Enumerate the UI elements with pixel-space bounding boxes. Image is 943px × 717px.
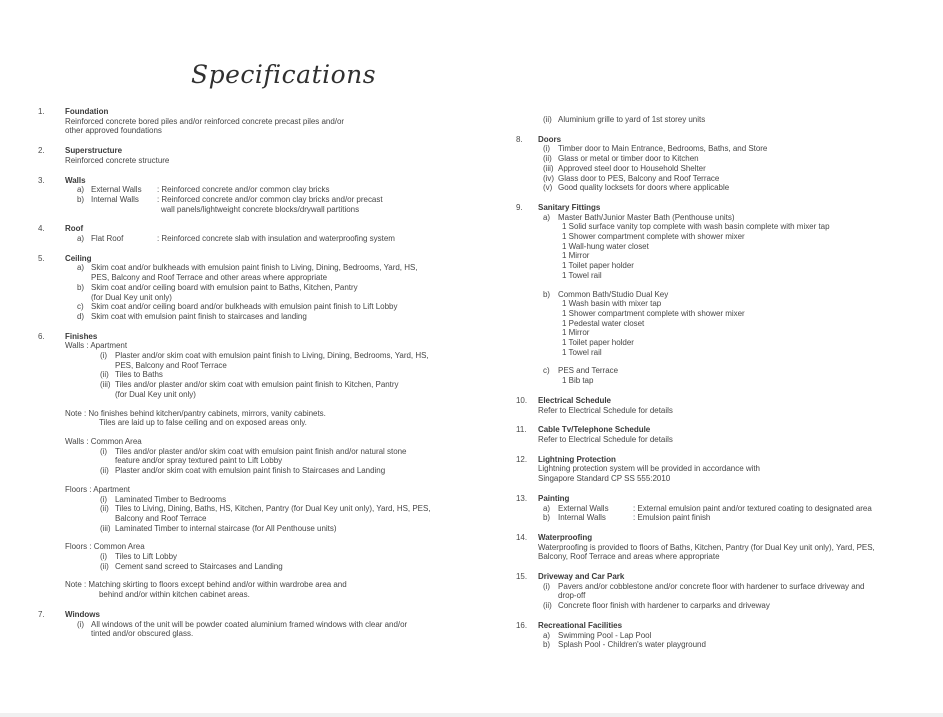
spec-text: 1 Pedestal water closet (562, 318, 645, 328)
spec-text: 1 Wall-hung water closet (562, 241, 649, 251)
section-title: Lightning Protection (538, 454, 616, 464)
section-number: 10. (516, 395, 528, 405)
spec-line (538, 164, 940, 174)
spec-line (538, 271, 940, 281)
list-marker: c) (77, 302, 84, 312)
section-number: 2. (38, 146, 45, 156)
spec-line (538, 543, 940, 553)
spec-section (516, 425, 940, 444)
spec-text: Walls : Apartment (65, 341, 128, 351)
section-number: 13. (516, 493, 528, 503)
spec-line (538, 319, 940, 329)
spec-text: Cement sand screed to Staircases and Landing (115, 561, 283, 571)
spec-text: Refer to Electrical Schedule for details (538, 434, 673, 444)
list-marker: (i) (100, 552, 108, 562)
spec-line (538, 183, 940, 193)
spec-text: Plaster and/or skim coat with emulsion paint finish to Staircases and Landing (115, 466, 386, 476)
spec-text: 1 Towel rail (562, 270, 602, 280)
spec-text: 1 Shower compartment complete with shower mixer (562, 232, 745, 242)
spec-text: PES, Balcony and Roof Terrace and other areas where appropriate (91, 273, 328, 283)
spec-line (538, 504, 940, 514)
list-marker: c) (543, 366, 550, 376)
spec-line (538, 582, 940, 592)
spec-text: other approved foundations (65, 126, 162, 136)
list-marker: b) (543, 513, 551, 523)
spec-text: 1 Toilet paper holder (562, 338, 634, 348)
section-title: Painting (538, 493, 570, 503)
spec-section (38, 254, 472, 322)
spec-section (516, 455, 940, 484)
spec-line (538, 376, 940, 386)
spec-line (65, 466, 472, 476)
list-marker: (ii) (100, 466, 109, 476)
spec-line (65, 524, 472, 534)
scan-edge (0, 713, 943, 717)
spec-line (65, 283, 472, 293)
list-marker: a) (77, 185, 85, 195)
spec-line (538, 328, 940, 338)
spec-text: : External emulsion paint and/or textured coating to designated area (633, 503, 872, 513)
spec-text: Timber door to Main Entrance, Bedrooms, Baths, and Store (558, 144, 768, 154)
spec-text: (for Dual Key unit only) (115, 389, 196, 399)
spec-text: Glass door to PES, Balcony and Roof Terrace (558, 173, 720, 183)
page-title: Specifications (191, 60, 377, 89)
section-title: Cable Tv/Telephone Schedule (538, 425, 651, 435)
list-marker: (ii) (100, 370, 109, 380)
spec-line (65, 156, 472, 166)
spec-section (38, 224, 472, 243)
spec-text: feature and/or spray textured paint to Lift Lobby (115, 456, 283, 466)
spec-text: Refer to Electrical Schedule for details (538, 405, 673, 415)
spec-line (65, 341, 472, 351)
spec-text: wall panels/lightweight concrete blocks/drywall partitions (161, 204, 360, 214)
section-number: 8. (516, 134, 523, 144)
spec-section (38, 176, 472, 215)
spec-text: Concrete floor finish with hardener to carparks and driveway (558, 601, 770, 611)
spec-section (38, 146, 472, 165)
spec-line (538, 174, 940, 184)
section-number (516, 115, 538, 125)
spec-line (65, 185, 472, 195)
spec-text: : Emulsion paint finish (633, 513, 711, 523)
spec-line (538, 290, 940, 300)
spec-text: : Reinforced concrete slab with insulation and waterproofing system (157, 234, 395, 244)
spec-line (538, 631, 940, 641)
spec-section (38, 332, 472, 600)
spec-text: Laminated Timber to internal staircase (for All Penthouse units) (115, 523, 337, 533)
spec-text: Floors : Apartment (65, 484, 130, 494)
list-marker: d) (77, 311, 85, 321)
spec-line (65, 562, 472, 572)
spec-line (538, 406, 940, 416)
spec-line (65, 456, 472, 466)
spec-line (65, 195, 472, 205)
section-title: Finishes (65, 331, 98, 341)
spec-text: Waterproofing is provided to floors of Baths, Kitchen, Pantry (for Dual Key unit only), Yard, PES, (538, 542, 875, 552)
list-marker: a) (543, 630, 551, 640)
spec-line (65, 504, 472, 514)
spec-section (38, 610, 472, 639)
section-title: Driveway and Car Park (538, 572, 625, 582)
list-marker: (iv) (543, 173, 555, 183)
section-title: Superstructure (65, 146, 123, 156)
spec-line (65, 263, 472, 273)
list-marker: b) (77, 194, 85, 204)
spec-text: Walls : Common Area (65, 436, 142, 446)
section-title: Recreational Facilities (538, 620, 623, 630)
spec-text: Tiles to Lift Lobby (115, 552, 178, 562)
spec-line (538, 144, 940, 154)
spec-label: Internal Walls (91, 194, 139, 204)
spec-label: Internal Walls (558, 513, 606, 523)
spec-text: 1 Mirror (562, 328, 590, 338)
spec-line (538, 464, 940, 474)
list-marker: (i) (543, 581, 551, 591)
section-number: 4. (38, 224, 45, 234)
spec-line (65, 447, 472, 457)
section-title: Windows (65, 609, 100, 619)
list-marker: (i) (100, 446, 108, 456)
spec-section (516, 621, 940, 650)
spec-line (538, 640, 940, 650)
spec-text: 1 Shower compartment complete with shower mixer (562, 308, 745, 318)
spec-text: 1 Towel rail (562, 347, 602, 357)
section-number: 5. (38, 253, 45, 263)
list-marker: (ii) (543, 154, 552, 164)
list-marker: (v) (543, 183, 553, 193)
spec-text: 1 Toilet paper holder (562, 261, 634, 271)
spec-line (538, 309, 940, 319)
spec-text: Floors : Common Area (65, 542, 145, 552)
spec-text: Pavers and/or cobblestone and/or concrete floor with hardener to surface driveway and (558, 581, 865, 591)
spec-text: Balcony and Roof Terrace (115, 513, 207, 523)
spec-label: External Walls (558, 503, 609, 513)
spec-text: Reinforced concrete bored piles and/or reinforced concrete precast piles and/or (65, 116, 345, 126)
spec-text: Skim coat and/or ceiling board and/or bulkheads with emulsion paint finish to Lift Lobby (91, 302, 398, 312)
spec-line (538, 154, 940, 164)
spec-line (65, 361, 472, 371)
spec-text: Good quality locksets for doors where applicable (558, 183, 730, 193)
section-number: 12. (516, 454, 528, 464)
spec-line (65, 234, 472, 244)
spec-text: : Reinforced concrete and/or common clay bricks (157, 185, 330, 195)
spec-text: Tiles to Baths (115, 370, 163, 380)
spec-line (538, 222, 940, 232)
spec-line (65, 590, 472, 600)
spec-line (65, 580, 472, 590)
spec-section (516, 115, 940, 125)
spec-line (538, 232, 940, 242)
spec-text: Approved steel door to Household Shelter (558, 163, 706, 173)
spec-text: tinted and/or obscured glass. (91, 629, 194, 639)
section-number: 6. (38, 331, 45, 341)
list-marker: (ii) (100, 561, 109, 571)
list-marker: b) (543, 640, 551, 650)
spec-line (538, 435, 940, 445)
spec-line (538, 251, 940, 261)
section-number: 11. (516, 425, 527, 435)
spec-line (65, 273, 472, 283)
list-marker: (i) (77, 619, 85, 629)
list-marker: b) (77, 282, 85, 292)
spec-text: Master Bath/Junior Master Bath (Penthouse units) (558, 212, 735, 222)
section-number: 1. (38, 107, 45, 116)
spec-section (516, 494, 940, 523)
section-number: 9. (516, 202, 523, 212)
section-number: 14. (516, 532, 528, 542)
spec-text: behind and/or within kitchen cabinet areas. (99, 590, 250, 600)
section-title: Foundation (65, 107, 109, 116)
spec-text: Splash Pool - Children's water playground (558, 640, 706, 650)
spec-text: Skim coat and/or ceiling board with emulsion paint to Baths, Kitchen, Pantry (91, 282, 358, 292)
spec-line (65, 302, 472, 312)
spec-line (65, 390, 472, 400)
list-marker: (ii) (543, 601, 552, 611)
spec-text: Balcony, Roof Terrace and areas where appropriate (538, 552, 720, 562)
spec-text: Tiles and/or plaster and/or skim coat with emulsion paint finish to Kitchen, Pantry (115, 380, 399, 390)
list-marker: (i) (100, 494, 108, 504)
spec-text: Tiles to Living, Dining, Baths, HS, Kitchen, Pantry (for Dual Key unit only), Yard, HS, PES, (115, 504, 431, 514)
spec-line (65, 370, 472, 380)
right-column (516, 115, 940, 660)
spec-line (538, 213, 940, 223)
section-number: 16. (516, 620, 528, 630)
spec-text: Tiles are laid up to false ceiling and on exposed areas only. (99, 418, 307, 428)
spec-line (538, 242, 940, 252)
list-marker: b) (543, 289, 551, 299)
spec-line (65, 117, 472, 127)
list-marker: a) (77, 234, 85, 244)
spec-line (65, 542, 472, 552)
section-number: 15. (516, 572, 528, 582)
spec-line (538, 513, 940, 523)
spec-text: Plaster and/or skim coat with emulsion paint finish to Living, Dining, Bedrooms, Yard, HS, (115, 351, 429, 361)
spec-text: Aluminium grille to yard of 1st storey units (558, 115, 706, 124)
left-column (38, 107, 472, 649)
spec-line (65, 418, 472, 428)
spec-text: Lightning protection system will be provided in accordance with (538, 464, 760, 474)
spec-text: Note : No finishes behind kitchen/pantry cabinets, mirrors, vanity cabinets. (65, 408, 326, 418)
spec-line (65, 205, 472, 215)
spec-line (65, 312, 472, 322)
spec-text: drop-off (558, 591, 586, 601)
spec-line (538, 552, 940, 562)
section-number: 3. (38, 175, 45, 185)
spec-text: PES and Terrace (558, 366, 619, 376)
spec-text: Skim coat and/or bulkheads with emulsion paint finish to Living, Dining, Bedrooms, Yard, HS, (91, 263, 418, 273)
spec-line (538, 338, 940, 348)
list-marker: (ii) (100, 504, 109, 514)
spec-text: Swimming Pool - Lap Pool (558, 630, 652, 640)
spec-line (65, 437, 472, 447)
spec-line (538, 261, 940, 271)
spec-line (65, 514, 472, 524)
spec-section (516, 533, 940, 562)
spec-section (516, 396, 940, 415)
list-marker: (iii) (100, 523, 111, 533)
spec-line (65, 293, 472, 303)
spec-text: Note : Matching skirting to floors except behind and/or within wardrobe area and (65, 580, 347, 590)
spec-section (516, 572, 940, 611)
spec-text: 1 Mirror (562, 251, 590, 261)
spec-line (538, 366, 940, 376)
section-title: Roof (65, 224, 84, 234)
list-marker: (i) (543, 144, 551, 154)
spec-line (65, 380, 472, 390)
spec-line (65, 552, 472, 562)
spec-line (65, 495, 472, 505)
section-title: Sanitary Fittings (538, 202, 601, 212)
section-title: Doors (538, 134, 562, 144)
spec-text: Glass or metal or timber door to Kitchen (558, 154, 699, 164)
spec-text: Singapore Standard CP SS 555:2010 (538, 474, 671, 484)
list-marker: (ii) (543, 115, 552, 124)
list-marker: (iii) (100, 380, 111, 390)
spec-line (538, 348, 940, 358)
spec-text: 1 Solid surface vanity top complete with wash basin complete with mixer tap (562, 222, 830, 232)
section-title: Waterproofing (538, 532, 593, 542)
spec-line (65, 126, 472, 136)
section-title: Electrical Schedule (538, 395, 611, 405)
spec-text: Laminated Timber to Bedrooms (115, 494, 227, 504)
section-title: Walls (65, 175, 86, 185)
spec-line (538, 474, 940, 484)
spec-line (65, 629, 472, 639)
spec-line (538, 115, 940, 125)
spec-text: 1 Wash basin with mixer tap (562, 299, 662, 309)
spec-line (538, 601, 940, 611)
spec-label: Flat Roof (91, 234, 124, 244)
spec-line (538, 591, 940, 601)
spec-text: Skim coat with emulsion paint finish to staircases and landing (91, 311, 307, 321)
spec-text: All windows of the unit will be powder coated aluminium framed windows with clear and/or (91, 619, 408, 629)
spec-line (65, 409, 472, 419)
spec-text: 1 Bib tap (562, 376, 594, 386)
spec-section (38, 107, 472, 136)
list-marker: a) (543, 503, 551, 513)
spec-text: Reinforced concrete structure (65, 155, 170, 165)
spec-text: : Reinforced concrete and/or common clay bricks and/or precast (157, 194, 383, 204)
spec-label: External Walls (91, 185, 142, 195)
list-marker: (iii) (543, 163, 554, 173)
list-marker: a) (543, 212, 551, 222)
spec-line (65, 620, 472, 630)
spec-text: Common Bath/Studio Dual Key (558, 289, 669, 299)
spec-line (538, 299, 940, 309)
spec-section (516, 135, 940, 193)
spec-text: PES, Balcony and Roof Terrace (115, 360, 227, 370)
spec-section (516, 203, 940, 386)
spec-line (65, 485, 472, 495)
list-marker: a) (77, 263, 85, 273)
section-title: Ceiling (65, 253, 92, 263)
list-marker: (i) (100, 351, 108, 361)
spec-line (65, 351, 472, 361)
section-number: 7. (38, 609, 45, 619)
spec-text: (for Dual Key unit only) (91, 292, 172, 302)
spec-text: Tiles and/or plaster and/or skim coat with emulsion paint finish and/or natural stone (115, 446, 407, 456)
